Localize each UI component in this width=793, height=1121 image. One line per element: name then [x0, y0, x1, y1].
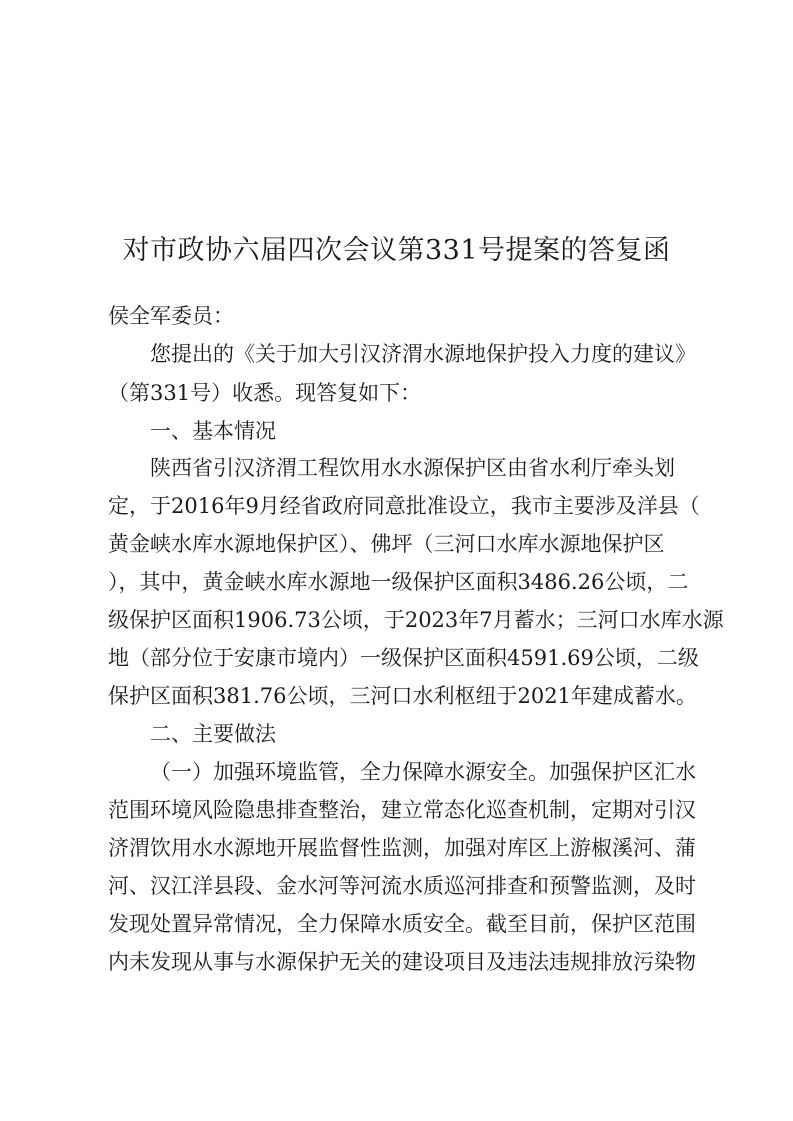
section-heading: 二、主要做法	[150, 722, 276, 746]
document-title: 对市政协六届四次会议第331号提案的答复函	[122, 235, 671, 266]
paragraph-line: 保护区面积381.76公顷，三河口水利枢纽于2021年建成蓄水。	[108, 684, 697, 708]
paragraph-line: 济渭饮用水水源地开展监督性监测，加强对库区上游椒溪河、蒲	[108, 836, 696, 860]
paragraph-line: （一）加强环境监管，全力保障水源安全。加强保护区汇水	[150, 760, 696, 784]
paragraph-line: ），其中，黄金峡水库水源地一级保护区面积3486.26公顷，二	[108, 570, 689, 594]
paragraph-line: 内未发现从事与水源保护无关的建设项目及违法违规排放污染物	[108, 950, 696, 974]
paragraph-line: 定，于2016年9月经省政府同意批准设立，我市主要涉及洋县（	[108, 494, 700, 518]
paragraph-line: 河、汉江洋县段、金水河等河流水质巡河排查和预警监测，及时	[108, 874, 696, 898]
paragraph-line: 发现处置异常情况，全力保障水质安全。截至目前，保护区范围	[108, 912, 696, 936]
paragraph-line: 范围环境风险隐患排查整治，建立常态化巡查机制，定期对引汉	[108, 798, 696, 822]
paragraph-line: 地（部分位于安康市境内）一级保护区面积4591.69公顷，二级	[108, 646, 699, 670]
paragraph-line: （第331号）收悉。现答复如下：	[108, 381, 422, 405]
paragraph-line: 黄金峡水库水源地保护区）、佛坪（三河口水库水源地保护区	[108, 532, 665, 556]
paragraph-line: 您提出的《关于加大引汉济渭水源地保护投入力度的建议》	[150, 342, 696, 366]
paragraph-line: 级保护区面积1906.73公顷，于2023年7月蓄水；三河口水库水源	[108, 608, 724, 632]
paragraph-line: 陕西省引汉济渭工程饮用水水源保护区由省水利厅牵头划	[150, 456, 675, 480]
salutation: 侯全军委员：	[108, 304, 234, 328]
section-heading: 一、基本情况	[150, 419, 276, 443]
